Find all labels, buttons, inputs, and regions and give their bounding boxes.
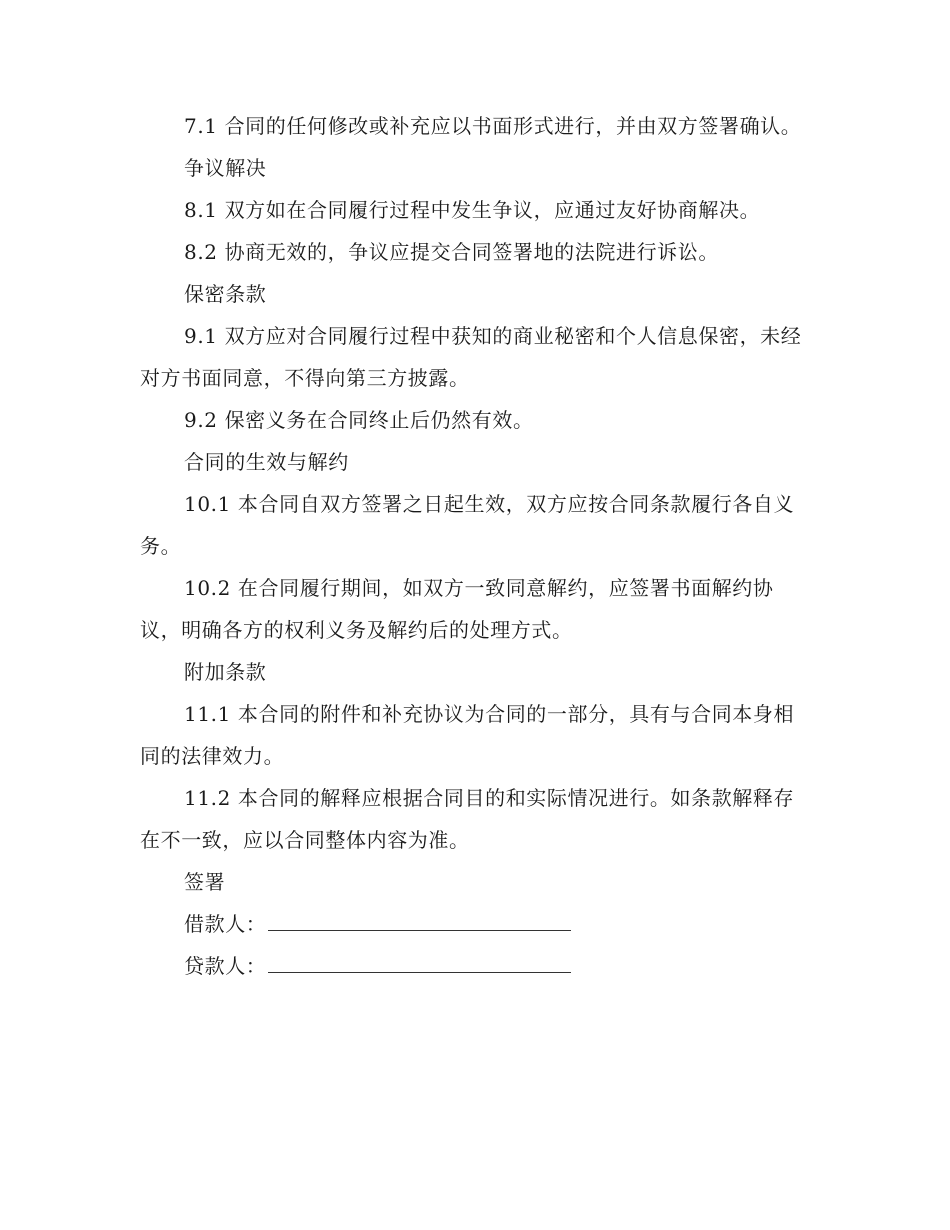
clause-11-1: 11.1 本合同的附件和补充协议为合同的一部分，具有与合同本身相同的法律效力。 — [140, 702, 795, 768]
borrower-signature-blank — [268, 912, 571, 931]
clause-9-2: 9.2 保密义务在合同终止后仍然有效。 — [184, 408, 534, 432]
heading-effectiveness-termination: 合同的生效与解约 — [184, 450, 349, 474]
clause-9-1: 9.1 双方应对合同履行过程中获知的商业秘密和个人信息保密，未经对方书面同意，不得向第三方披露。 — [140, 324, 802, 390]
clause-7-1: 7.1 合同的任何修改或补充应以书面形式进行，并由双方签署确认。 — [184, 114, 802, 138]
document-page — [140, 105, 805, 987]
clause-11-2: 11.2 本合同的解释应根据合同目的和实际情况进行。如条款解释存在不一致，应以合同整体内容为准。 — [140, 786, 795, 852]
lender-label: 贷款人： — [184, 954, 267, 978]
clause-8-1: 8.1 双方如在合同履行过程中发生争议，应通过友好协商解决。 — [184, 198, 761, 222]
heading-confidentiality: 保密条款 — [184, 282, 267, 306]
lender-signature-row — [140, 945, 805, 987]
borrower-label: 借款人： — [184, 912, 267, 936]
clause-8-2: 8.2 协商无效的，争议应提交合同签署地的法院进行诉讼。 — [184, 240, 719, 264]
heading-additional-terms: 附加条款 — [184, 660, 267, 684]
borrower-signature-row — [140, 903, 805, 945]
clause-10-2: 10.2 在合同履行期间，如双方一致同意解约，应签署书面解约协议，明确各方的权利义务及解约后的处理方式。 — [140, 576, 774, 642]
lender-signature-blank — [268, 954, 571, 973]
clause-10-1: 10.1 本合同自双方签署之日起生效，双方应按合同条款履行各自义务。 — [140, 492, 795, 558]
heading-signature: 签署 — [184, 870, 226, 894]
heading-dispute-resolution: 争议解决 — [184, 156, 267, 180]
